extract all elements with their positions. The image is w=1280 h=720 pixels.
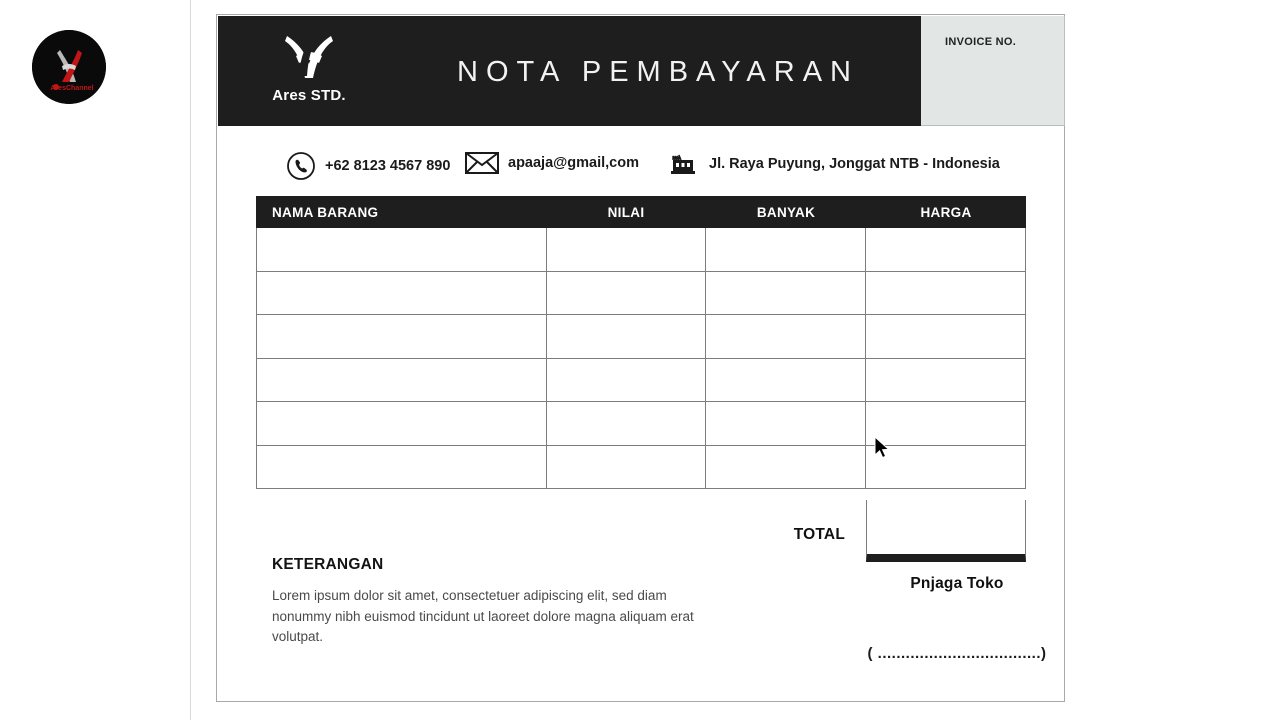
table-cell-banyak[interactable]	[706, 228, 866, 272]
table-cell-nilai[interactable]	[547, 359, 707, 403]
envelope-icon	[465, 151, 499, 175]
column-header-nilai: NILAI	[607, 204, 645, 220]
items-table	[256, 196, 1026, 489]
table-cell-nama-barang[interactable]	[257, 315, 547, 359]
notes-title: KETERANGAN	[272, 556, 384, 573]
table-cell-nilai[interactable]	[547, 315, 707, 359]
column-header-banyak: BANYAK	[756, 204, 816, 220]
table-row	[257, 272, 1026, 316]
table-cell-harga[interactable]	[866, 272, 1026, 316]
signature-block	[857, 575, 1057, 662]
table-cell-harga[interactable]	[866, 402, 1026, 446]
ares-a-logo-icon	[283, 30, 335, 84]
column-header-harga: HARGA	[920, 204, 972, 220]
table-row	[257, 228, 1026, 272]
table-header-row	[256, 196, 1026, 228]
contact-phone-text: +62 8123 4567 890	[325, 158, 451, 174]
brand-block	[254, 30, 364, 104]
column-header-nama-barang: NAMA BARANG	[272, 204, 379, 220]
table-cell-nama-barang[interactable]	[257, 228, 547, 272]
avatar-logo-icon	[32, 30, 106, 104]
table-cell-banyak[interactable]	[706, 402, 866, 446]
invoice-no-label: INVOICE NO.	[945, 36, 1017, 48]
table-cell-nilai[interactable]	[547, 402, 707, 446]
contact-email	[465, 151, 639, 175]
left-rail	[0, 0, 190, 720]
document-title: NOTA PEMBAYARAN	[457, 56, 859, 88]
phone-icon	[286, 151, 316, 181]
signature-line: ( ...................................)	[867, 645, 1047, 662]
table-cell-banyak[interactable]	[706, 315, 866, 359]
table-cell-nilai[interactable]	[547, 272, 707, 316]
scrollbar-track[interactable]	[1090, 0, 1102, 720]
table-row	[257, 446, 1026, 490]
table-cell-nama-barang[interactable]	[257, 402, 547, 446]
table-cell-nama-barang[interactable]	[257, 272, 547, 316]
table-row	[257, 402, 1026, 446]
table-cell-banyak[interactable]	[706, 359, 866, 403]
table-cell-nilai[interactable]	[547, 446, 707, 490]
notes-section	[272, 556, 722, 648]
table-body	[256, 228, 1026, 489]
table-cell-banyak[interactable]	[706, 446, 866, 490]
svg-text:AresChannel: AresChannel	[50, 85, 94, 92]
total-label: TOTAL	[793, 526, 845, 543]
invoice-no-value[interactable]	[945, 62, 1045, 102]
document-page	[216, 14, 1065, 702]
contact-address	[670, 151, 1000, 177]
rail-divider	[190, 0, 191, 720]
brand-name: Ares STD.	[272, 87, 346, 104]
table-row	[257, 359, 1026, 403]
table-cell-harga[interactable]	[866, 315, 1026, 359]
table-cell-harga[interactable]	[866, 359, 1026, 403]
ares-channel-avatar[interactable]	[32, 30, 106, 104]
total-value-box[interactable]	[866, 500, 1026, 562]
table-cell-nilai[interactable]	[547, 228, 707, 272]
contact-email-text: apaaja@gmail,com	[508, 155, 639, 171]
table-row	[257, 315, 1026, 359]
invoice-no-box[interactable]	[921, 16, 1065, 126]
table-cell-harga[interactable]	[866, 446, 1026, 490]
contact-strip	[217, 143, 1066, 185]
table-cell-harga[interactable]	[866, 228, 1026, 272]
table-cell-nama-barang[interactable]	[257, 359, 547, 403]
contact-phone	[286, 151, 450, 181]
notes-body: Lorem ipsum dolor sit amet, consectetuer adipiscing elit, sed diam nonummy nibh euismod tincidunt ut laoreet dolore magna aliquam erat volutpat.	[272, 588, 694, 645]
signature-role: Pnjaga Toko	[910, 575, 1004, 592]
table-cell-banyak[interactable]	[706, 272, 866, 316]
factory-icon	[670, 151, 700, 177]
contact-address-text: Jl. Raya Puyung, Jonggat NTB - Indonesia	[709, 156, 1000, 172]
table-cell-nama-barang[interactable]	[257, 446, 547, 490]
document-header	[218, 16, 921, 126]
